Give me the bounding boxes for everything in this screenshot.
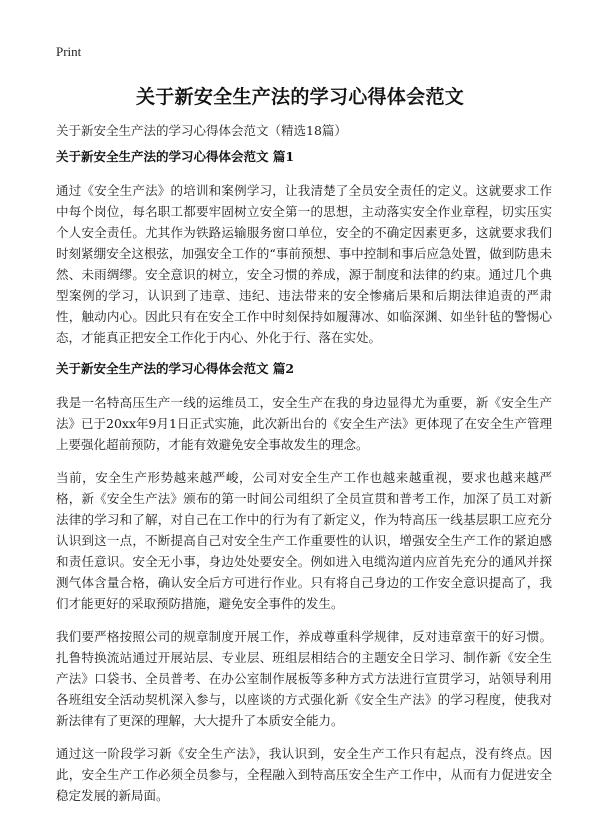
- paragraph: 当前，安全生产形势越来越严峻，公司对安全生产工作也越来越重视，要求也越来越严格，新《安全生产法》颁布的第一时间公司组织了全员宣贯和普考工作，加深了员工对新法律的学习和了解，对自己在工作中的行为有了新定义，作为特高压一线基层职工应充分认识到这一点，不断提高自己对安全生产工作重要性的认识，增强安全生产工作的紧迫感和责任意识。安全无小事，身边处处要安全。例如进入电缆沟道内应首先充分的通风并探测气体含量合格，确认安全后方可进行作业。只有将自己身边的工作安全意识提高了，我们才能更好的采取预防措施，避免安全事件的发生。: [56, 470, 552, 611]
- page-title: 关于新安全生产法的学习心得体会范文: [135, 86, 465, 108]
- paragraph: 通过这一阶段学习新《安全生产法》，我认识到，安全生产工作只有起点，没有终点。因此，安全生产工作必须全员参与，全程融入到特高压安全生产工作中，从而有力促进安全稳定发展的新局面。: [56, 746, 552, 803]
- section-2: [56, 360, 552, 806]
- section-heading: 关于新安全生产法的学习心得体会范文 篇1: [56, 149, 295, 164]
- paragraph: 我是一名特高压生产一线的运维员工，安全生产在我的身边显得尤为重要，新《安全生产法》已于20xx年9月1日正式实施，此次新出台的《安全生产法》更体现了在安全生产管理上要强化超前预防，才能有效避免安全事故发生的理念。: [56, 395, 552, 452]
- print-link[interactable]: Print: [56, 44, 82, 59]
- section-1: [56, 148, 552, 348]
- paragraph: 我们要严格按照公司的规章制度开展工作，养成尊重科学规律，反对违章蛮干的好习惯。扎鲁特换流站通过开展站层、专业层、班组层相结合的主题安全日学习、制作新《安全生产法》口袋书、全员普考、在办公室制作展板等多种方式方法进行宣贯学习，站领导利用各班组安全活动契机深入参与，以座谈的方式强化新《安全生产法》的学习程度，使我对新法律有了更深的理解，大大提升了本质安全能力。: [56, 629, 552, 728]
- paragraph: 通过《安全生产法》的培训和案例学习，让我清楚了全员安全责任的定义。这就要求工作中每个岗位，每名职工都要牢固树立安全第一的思想，主动落实安全作业章程，切实压实个人安全责任。尤其作为铁路运输服务窗口单位，安全的不确定因素更多，这就要求我们时刻紧绷安全这根弦，加强安全工作的“事前预想、事中控制和事后应急处置，做到防患未然、未雨绸缪。安全意识的树立，安全习惯的养成，源于制度和法律的约束。通过几个典型案例的学习，认识到了违章、违纪、违法带来的安全惨痛后果和后期法律追责的严肃性，触动内心。因此只有在安全工作中时刻保持如履薄冰、如临深渊、如坐针毡的警惕心态，才能真正把安全工作化于内心、外化于行、落在实处。: [56, 183, 552, 345]
- section-heading: 关于新安全生产法的学习心得体会范文 篇2: [56, 361, 295, 376]
- document-body: [56, 148, 552, 818]
- document-subtitle: 关于新安全生产法的学习心得体会范文（精选18篇）: [56, 123, 347, 138]
